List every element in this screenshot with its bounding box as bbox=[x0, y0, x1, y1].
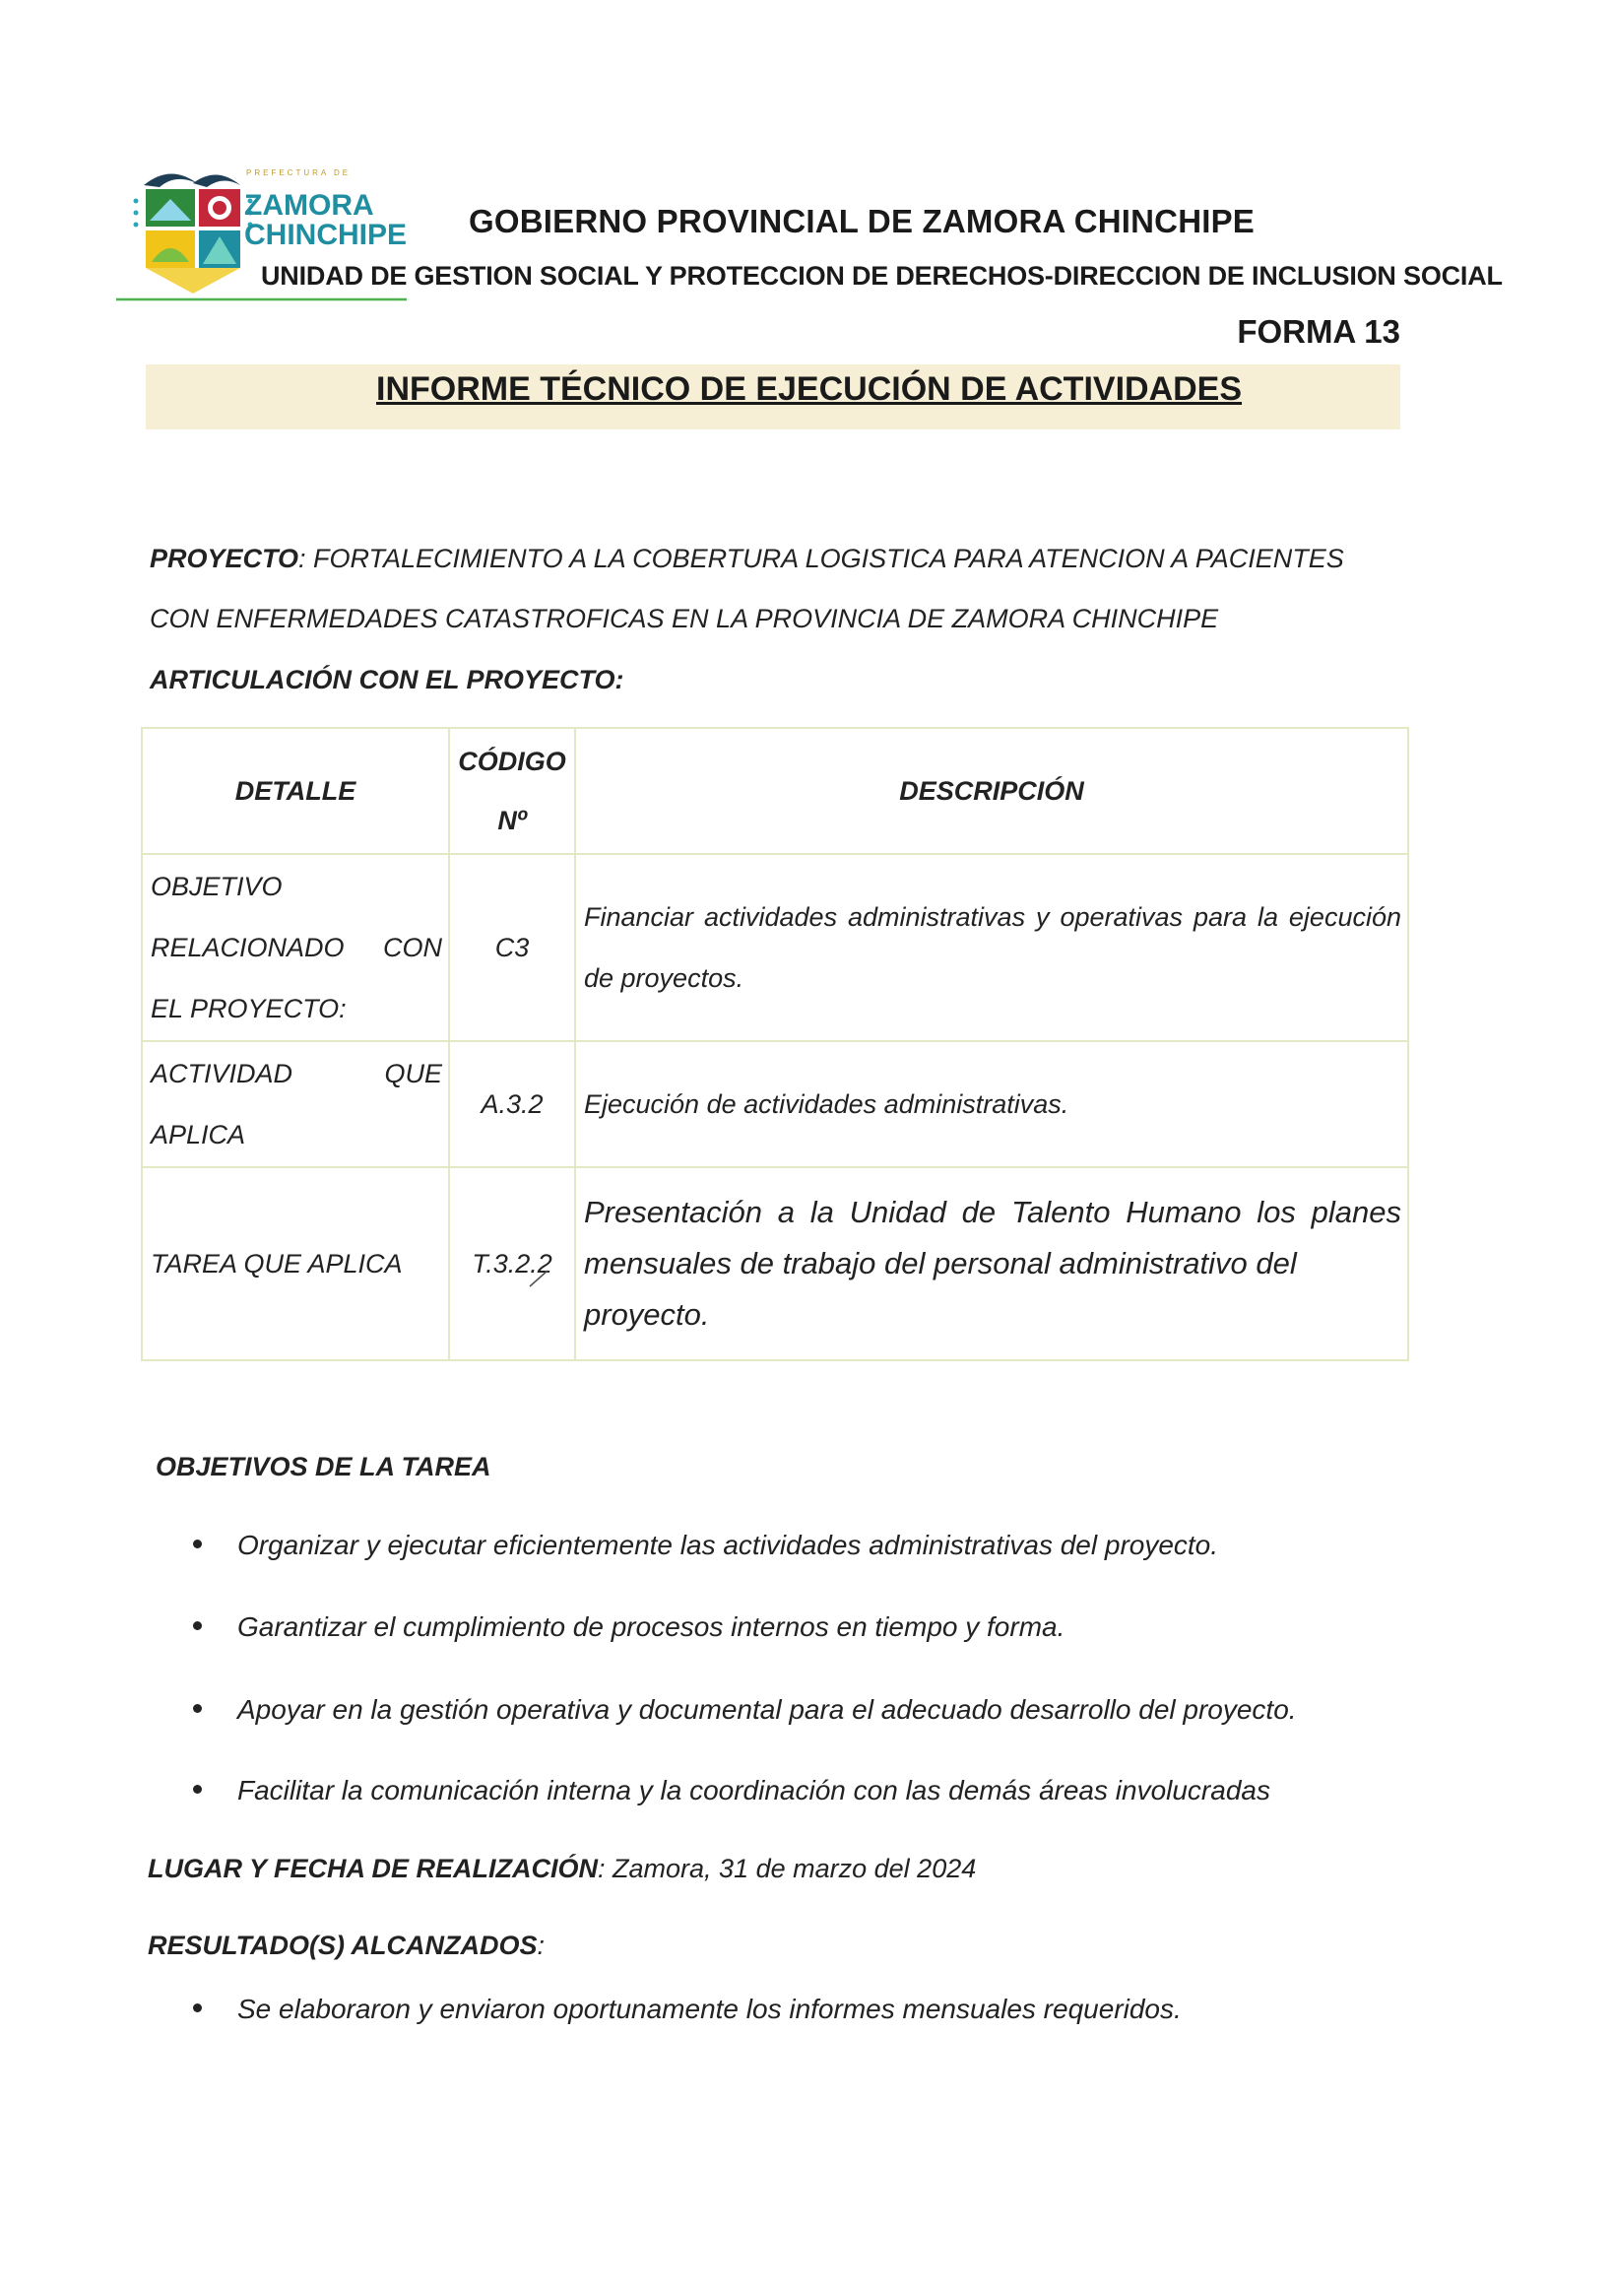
row-detalle: TAREA QUE APLICA bbox=[142, 1167, 449, 1360]
table-row bbox=[142, 1167, 1408, 1360]
row-descripcion: Financiar actividades administrativas y operativas para la ejecución de proyectos. bbox=[575, 854, 1408, 1041]
list-item: Garantizar el cumplimiento de procesos internos en tiempo y forma. bbox=[193, 1611, 1065, 1643]
table-header-row bbox=[142, 728, 1408, 854]
articulation-label: ARTICULACIÓN CON EL PROYECTO: bbox=[150, 665, 624, 694]
bullet-icon bbox=[193, 1540, 202, 1548]
bullet-icon bbox=[193, 2003, 202, 2012]
list-item: Organizar y ejecutar eficientemente las actividades administrativas del proyecto. bbox=[193, 1530, 1218, 1561]
bullet-icon bbox=[193, 1621, 202, 1630]
project-text-1: : FORTALECIMIENTO A LA COBERTURA LOGISTICA PARA ATENCION A PACIENTES bbox=[298, 544, 1344, 573]
bullet-icon bbox=[193, 1785, 202, 1794]
objectives-heading: OBJETIVOS DE LA TAREA bbox=[156, 1452, 491, 1481]
row-descripcion: Presentación a la Unidad de Talento Humano los planes mensuales de trabajo del personal administrativo del proyecto. bbox=[575, 1167, 1408, 1360]
svg-text:ZAMORA: ZAMORA bbox=[244, 189, 374, 222]
articulation-table bbox=[141, 727, 1409, 1361]
table-row bbox=[142, 1041, 1408, 1167]
list-item: Apoyar en la gestión operativa y documental para el adecuado desarrollo del proyecto. bbox=[193, 1694, 1297, 1726]
handwritten-check-icon bbox=[528, 1267, 549, 1288]
place-date-label: LUGAR Y FECHA DE REALIZACIÓN bbox=[148, 1854, 599, 1883]
report-title: INFORME TÉCNICO DE EJECUCIÓN DE ACTIVIDADES bbox=[376, 370, 1243, 408]
row-codigo: T.3.2.2 bbox=[449, 1167, 575, 1360]
place-date-value: : Zamora, 31 de marzo del 2024 bbox=[598, 1854, 977, 1883]
list-item: Se elaboraron y enviaron oportunamente los informes mensuales requeridos. bbox=[193, 1994, 1182, 2025]
form-number: FORMA 13 bbox=[1237, 313, 1400, 350]
row-detalle: ACTIVIDAD QUE APLICA bbox=[142, 1041, 449, 1167]
project-label: PROYECTO bbox=[150, 544, 299, 573]
row-detalle: OBJETIVO RELACIONADO CON EL PROYECTO: bbox=[142, 854, 449, 1041]
government-title: GOBIERNO PROVINCIAL DE ZAMORA CHINCHIPE bbox=[469, 203, 1256, 239]
header-codigo: CÓDIGO Nº bbox=[449, 728, 575, 854]
place-date bbox=[148, 1854, 976, 1884]
row-codigo: A.3.2 bbox=[449, 1041, 575, 1167]
header-descripcion: DESCRIPCIÓN bbox=[575, 728, 1408, 854]
results-heading: RESULTADO(S) ALCANZADOS: bbox=[148, 1931, 545, 1960]
project-text-2: CON ENFERMEDADES CATASTROFICAS EN LA PROVINCIA DE ZAMORA CHINCHIPE bbox=[150, 604, 1219, 633]
svg-text:PREFECTURA DE: PREFECTURA DE bbox=[246, 168, 352, 177]
bullet-icon bbox=[193, 1704, 202, 1713]
list-item: Facilitar la comunicación interna y la coordinación con las demás áreas involucradas bbox=[193, 1775, 1270, 1806]
row-descripcion: Ejecución de actividades administrativas. bbox=[575, 1041, 1408, 1167]
unit-title: UNIDAD DE GESTION SOCIAL Y PROTECCION DE DERECHOS-DIRECCION DE INCLUSION SOCIAL bbox=[261, 261, 1503, 291]
project-line-1 bbox=[150, 544, 1344, 574]
svg-text:CHINCHIPE: CHINCHIPE bbox=[244, 219, 408, 251]
table-row bbox=[142, 854, 1408, 1041]
row-codigo: C3 bbox=[449, 854, 575, 1041]
header-detalle: DETALLE bbox=[142, 728, 449, 854]
